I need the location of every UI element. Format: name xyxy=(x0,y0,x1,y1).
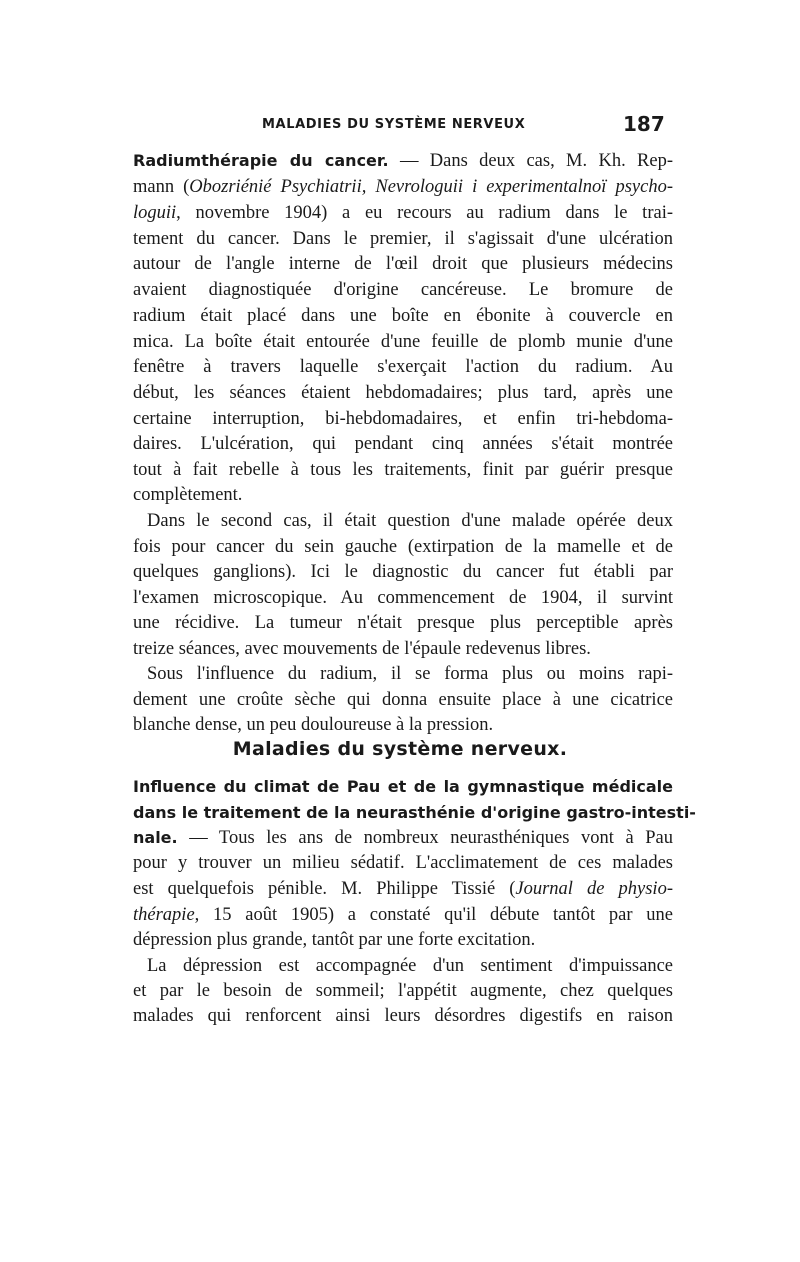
text-line xyxy=(133,827,673,849)
text-line xyxy=(133,150,673,172)
section-title: Maladies du système nerveux. xyxy=(232,738,568,760)
text-line: mica. La boîte était entourée d'une feuille de plomb munie d'une xyxy=(133,332,673,352)
text-line: complètement. xyxy=(133,485,243,505)
text-line: malades qui renforcent ainsi leurs désordres digestifs en raison xyxy=(133,1006,673,1026)
text-line xyxy=(133,176,673,198)
running-head: MALADIES DU SYSTÈME NERVEUX xyxy=(262,117,526,132)
text-line: Sous l'influence du radium, il se forma plus ou moins rapi- xyxy=(147,664,673,684)
text-line: et par le besoin de sommeil; l'appétit augmente, chez quelques xyxy=(133,981,673,1001)
text-line: treize séances, avec mouvements de l'épaule redevenus libres. xyxy=(133,639,591,659)
text-line: fenêtre à travers laquelle s'exerçait l'action du radium. Au xyxy=(133,357,673,377)
citation-title: loguii xyxy=(133,203,177,223)
citation-title: thérapie xyxy=(133,905,195,925)
text-line: Dans le second cas, il était question d'une malade opérée deux xyxy=(147,511,673,531)
citation-title: Obozriénié Psychiatrii, Nevrologuii i experimentalnoï psycho- xyxy=(189,177,673,197)
text-run: — Dans deux cas, M. Kh. Rep- xyxy=(388,151,674,171)
text-line: avaient diagnostiquée d'origine cancéreuse. Le bromure de xyxy=(133,280,673,300)
text-line: quelques ganglions). Ici le diagnostic du cancer fut établi par xyxy=(133,562,673,582)
text-line xyxy=(133,904,673,926)
text-line: blanche dense, un peu douloureuse à la pression. xyxy=(133,715,494,735)
text-run: , 15 août 1905) a constaté qu'il débute tantôt par une xyxy=(194,905,673,925)
subsection-heading: nale. xyxy=(133,828,178,847)
text-line: autour de l'angle interne de l'œil droit que plusieurs médecins xyxy=(133,254,673,274)
text-line: pour y trouver un milieu sédatif. L'acclimatement de ces malades xyxy=(133,853,673,873)
text-line xyxy=(133,878,673,900)
text-line: La dépression est accompagnée d'un sentiment d'impuissance xyxy=(147,956,673,976)
page-number: 187 xyxy=(623,112,665,136)
text-line: radium était placé dans une boîte en ébonite à couvercle en xyxy=(133,306,673,326)
citation-title: Journal de physio- xyxy=(515,879,673,899)
text-line: l'examen microscopique. Au commencement de 1904, il survint xyxy=(133,588,673,608)
subsection-heading: Influence du climat de Pau et de la gymnastique médicale xyxy=(133,777,673,796)
text-line: tout à fait rebelle à tous les traitements, finit par guérir presque xyxy=(133,460,673,480)
text-line xyxy=(133,202,673,224)
text-run: — Tous les ans de nombreux neurasthéniques vont à Pau xyxy=(177,828,673,848)
text-line: dement une croûte sèche qui donna ensuite place à une cicatrice xyxy=(133,690,673,710)
text-line xyxy=(133,802,696,824)
text-line: daires. L'ulcération, qui pendant cinq années s'était montrée xyxy=(133,434,673,454)
text-run: est quelquefois pénible. M. Philippe Tissié ( xyxy=(133,879,516,899)
text-line: tement du cancer. Dans le premier, il s'agissait d'une ulcération xyxy=(133,229,673,249)
text-line: certaine interruption, bi-hebdomadaires, et enfin tri-hebdoma- xyxy=(133,409,673,429)
text-line: fois pour cancer du sein gauche (extirpation de la mamelle et de xyxy=(133,537,673,557)
text-line: début, les séances étaient hebdomadaires; plus tard, après une xyxy=(133,383,673,403)
subsection-heading: Radiumthérapie du cancer. xyxy=(133,151,389,170)
text-line xyxy=(133,776,673,798)
text-run: , novembre 1904) a eu recours au radium dans le trai- xyxy=(176,203,673,223)
text-line: une récidive. La tumeur n'était presque plus perceptible après xyxy=(133,613,673,633)
subsection-heading: dans le traitement de la neurasthénie d'origine gastro-intesti- xyxy=(133,803,696,822)
text-line: dépression plus grande, tantôt par une forte excitation. xyxy=(133,930,536,950)
text-run: mann ( xyxy=(133,177,190,197)
